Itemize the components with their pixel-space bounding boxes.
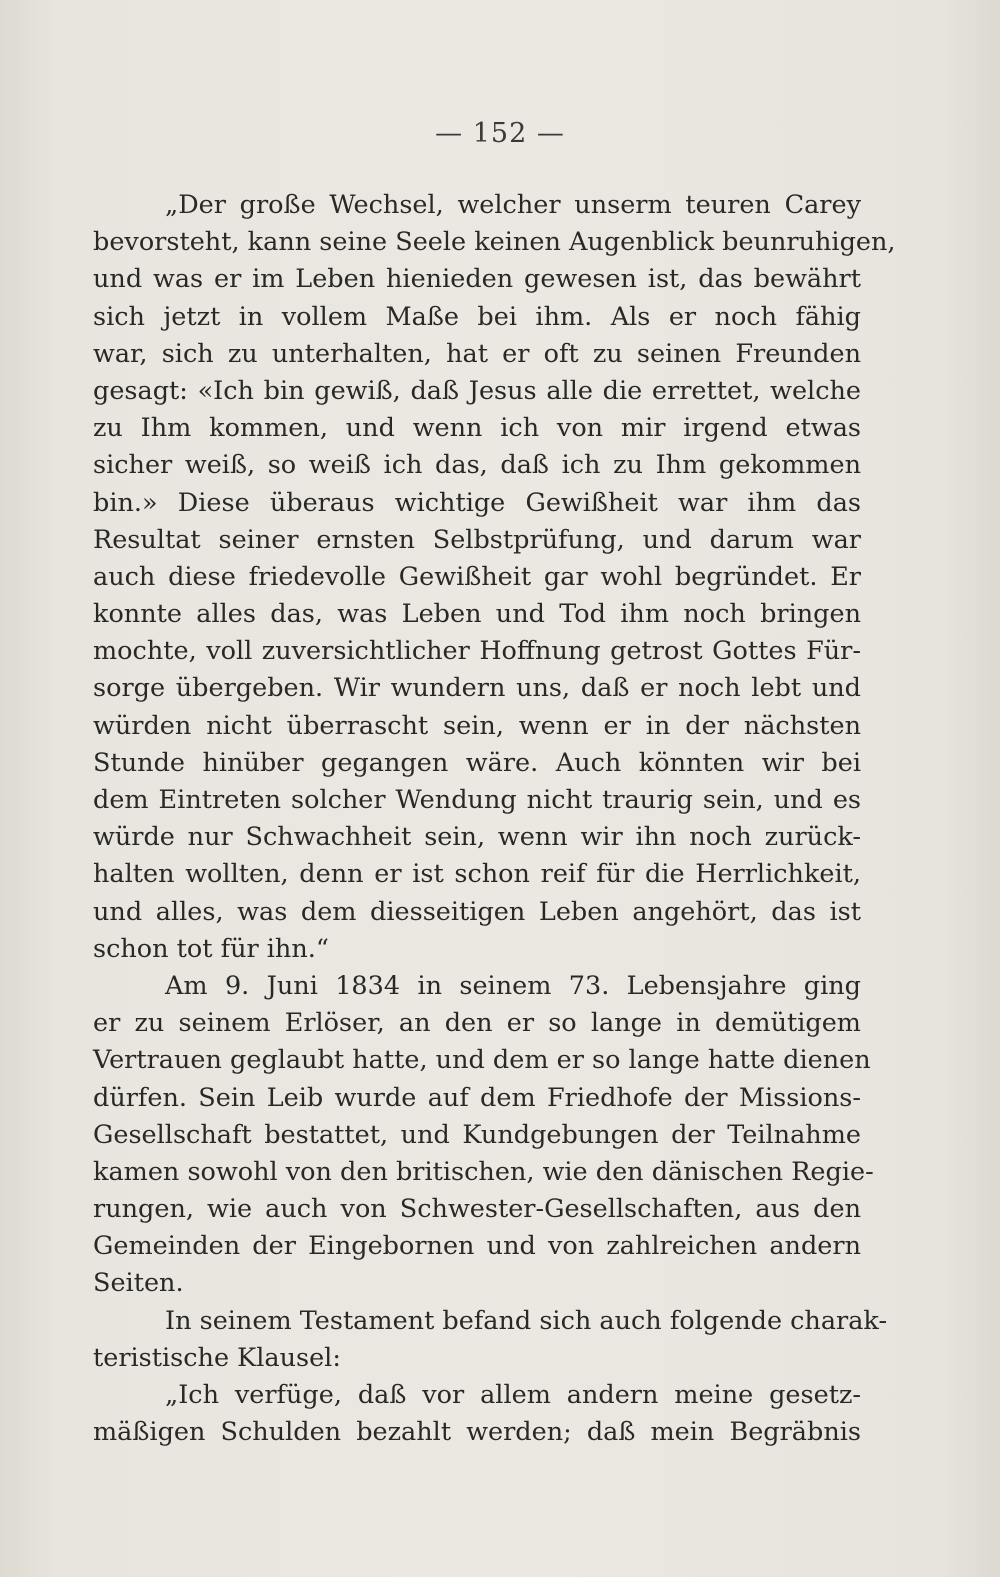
text-line: teristische Klausel: — [93, 1342, 341, 1373]
text-line: er zu seinem Erlöser, an den er so lange in demütigem — [93, 1008, 861, 1039]
text-line: Stunde hinüber gegangen wäre. Auch könnten wir bei — [93, 747, 861, 778]
text-line: In seinem Testament befand sich auch folgende charak- — [165, 1305, 888, 1336]
text-line: Seiten. — [93, 1268, 184, 1299]
text-line: Vertrauen geglaubt hatte, und dem er so lange hatte dienen — [93, 1045, 871, 1076]
text-line: „Der große Wechsel, welcher unserm teuren Carey — [165, 190, 861, 220]
text-line: konnte alles das, was Leben und Tod ihm noch bringen — [93, 599, 861, 630]
text-line: dem Eintreten solcher Wendung nicht traurig sein, und es — [93, 785, 861, 815]
text-line: dürfen. Sein Leib wurde auf dem Friedhofe der Missions- — [93, 1082, 861, 1113]
text-line: bevorsteht, kann seine Seele keinen Augenblick beunruhigen, — [93, 227, 896, 258]
text-line: Gesellschaft bestattet, und Kundgebungen der Teilnahme — [93, 1119, 861, 1150]
text-line: Resultat seiner ernsten Selbstprüfung, und darum war — [93, 524, 861, 555]
text-line: und was er im Leben hienieden gewesen ist, das bewährt — [93, 264, 861, 295]
text-line: bin.» Diese überaus wichtige Gewißheit war ihm das — [93, 487, 861, 518]
text-line: mäßigen Schulden bezahlt werden; daß mein Begräbnis — [93, 1417, 861, 1448]
text-line: gesagt: «Ich bin gewiß, daß Jesus alle die errettet, welche — [93, 375, 861, 406]
text-line: sicher weiß, so weiß ich das, daß ich zu Ihm gekommen — [93, 450, 861, 481]
text-line: würde nur Schwachheit sein, wenn wir ihn noch zurück- — [93, 822, 861, 853]
text-line: rungen, wie auch von Schwester-Gesellschaften, aus den — [93, 1194, 861, 1225]
text-line: schon tot für ihn.“ — [93, 933, 329, 964]
text-line: halten wollten, denn er ist schon reif für die Herrlichkeit, — [93, 859, 861, 890]
text-line: und alles, was dem diesseitigen Leben angehört, das ist — [93, 896, 861, 927]
text-line: Am 9. Juni 1834 in seinem 73. Lebensjahre ging — [165, 970, 861, 1001]
text-line: Gemeinden der Eingebornen und von zahlreichen andern — [93, 1231, 861, 1262]
text-line: sorge übergeben. Wir wundern uns, daß er noch lebt und — [93, 673, 861, 704]
text-line: mochte, voll zuversichtlicher Hoffnung getrost Gottes Für- — [93, 636, 861, 667]
body-text — [93, 187, 896, 1451]
text-line: „Ich verfüge, daß vor allem andern meine gesetz- — [165, 1380, 861, 1410]
page-number: — 152 — — [435, 118, 565, 149]
text-line: auch diese friedevolle Gewißheit gar wohl begründet. Er — [93, 561, 861, 592]
text-line: kamen sowohl von den britischen, wie den dänischen Regie- — [93, 1156, 874, 1187]
text-line: war, sich zu unterhalten, hat er oft zu seinen Freunden — [93, 338, 861, 369]
text-line: zu Ihm kommen, und wenn ich von mir irgend etwas — [93, 413, 861, 444]
text-line: würden nicht überrascht sein, wenn er in der nächsten — [93, 710, 861, 741]
text-line: sich jetzt in vollem Maße bei ihm. Als er noch fähig — [93, 301, 861, 332]
